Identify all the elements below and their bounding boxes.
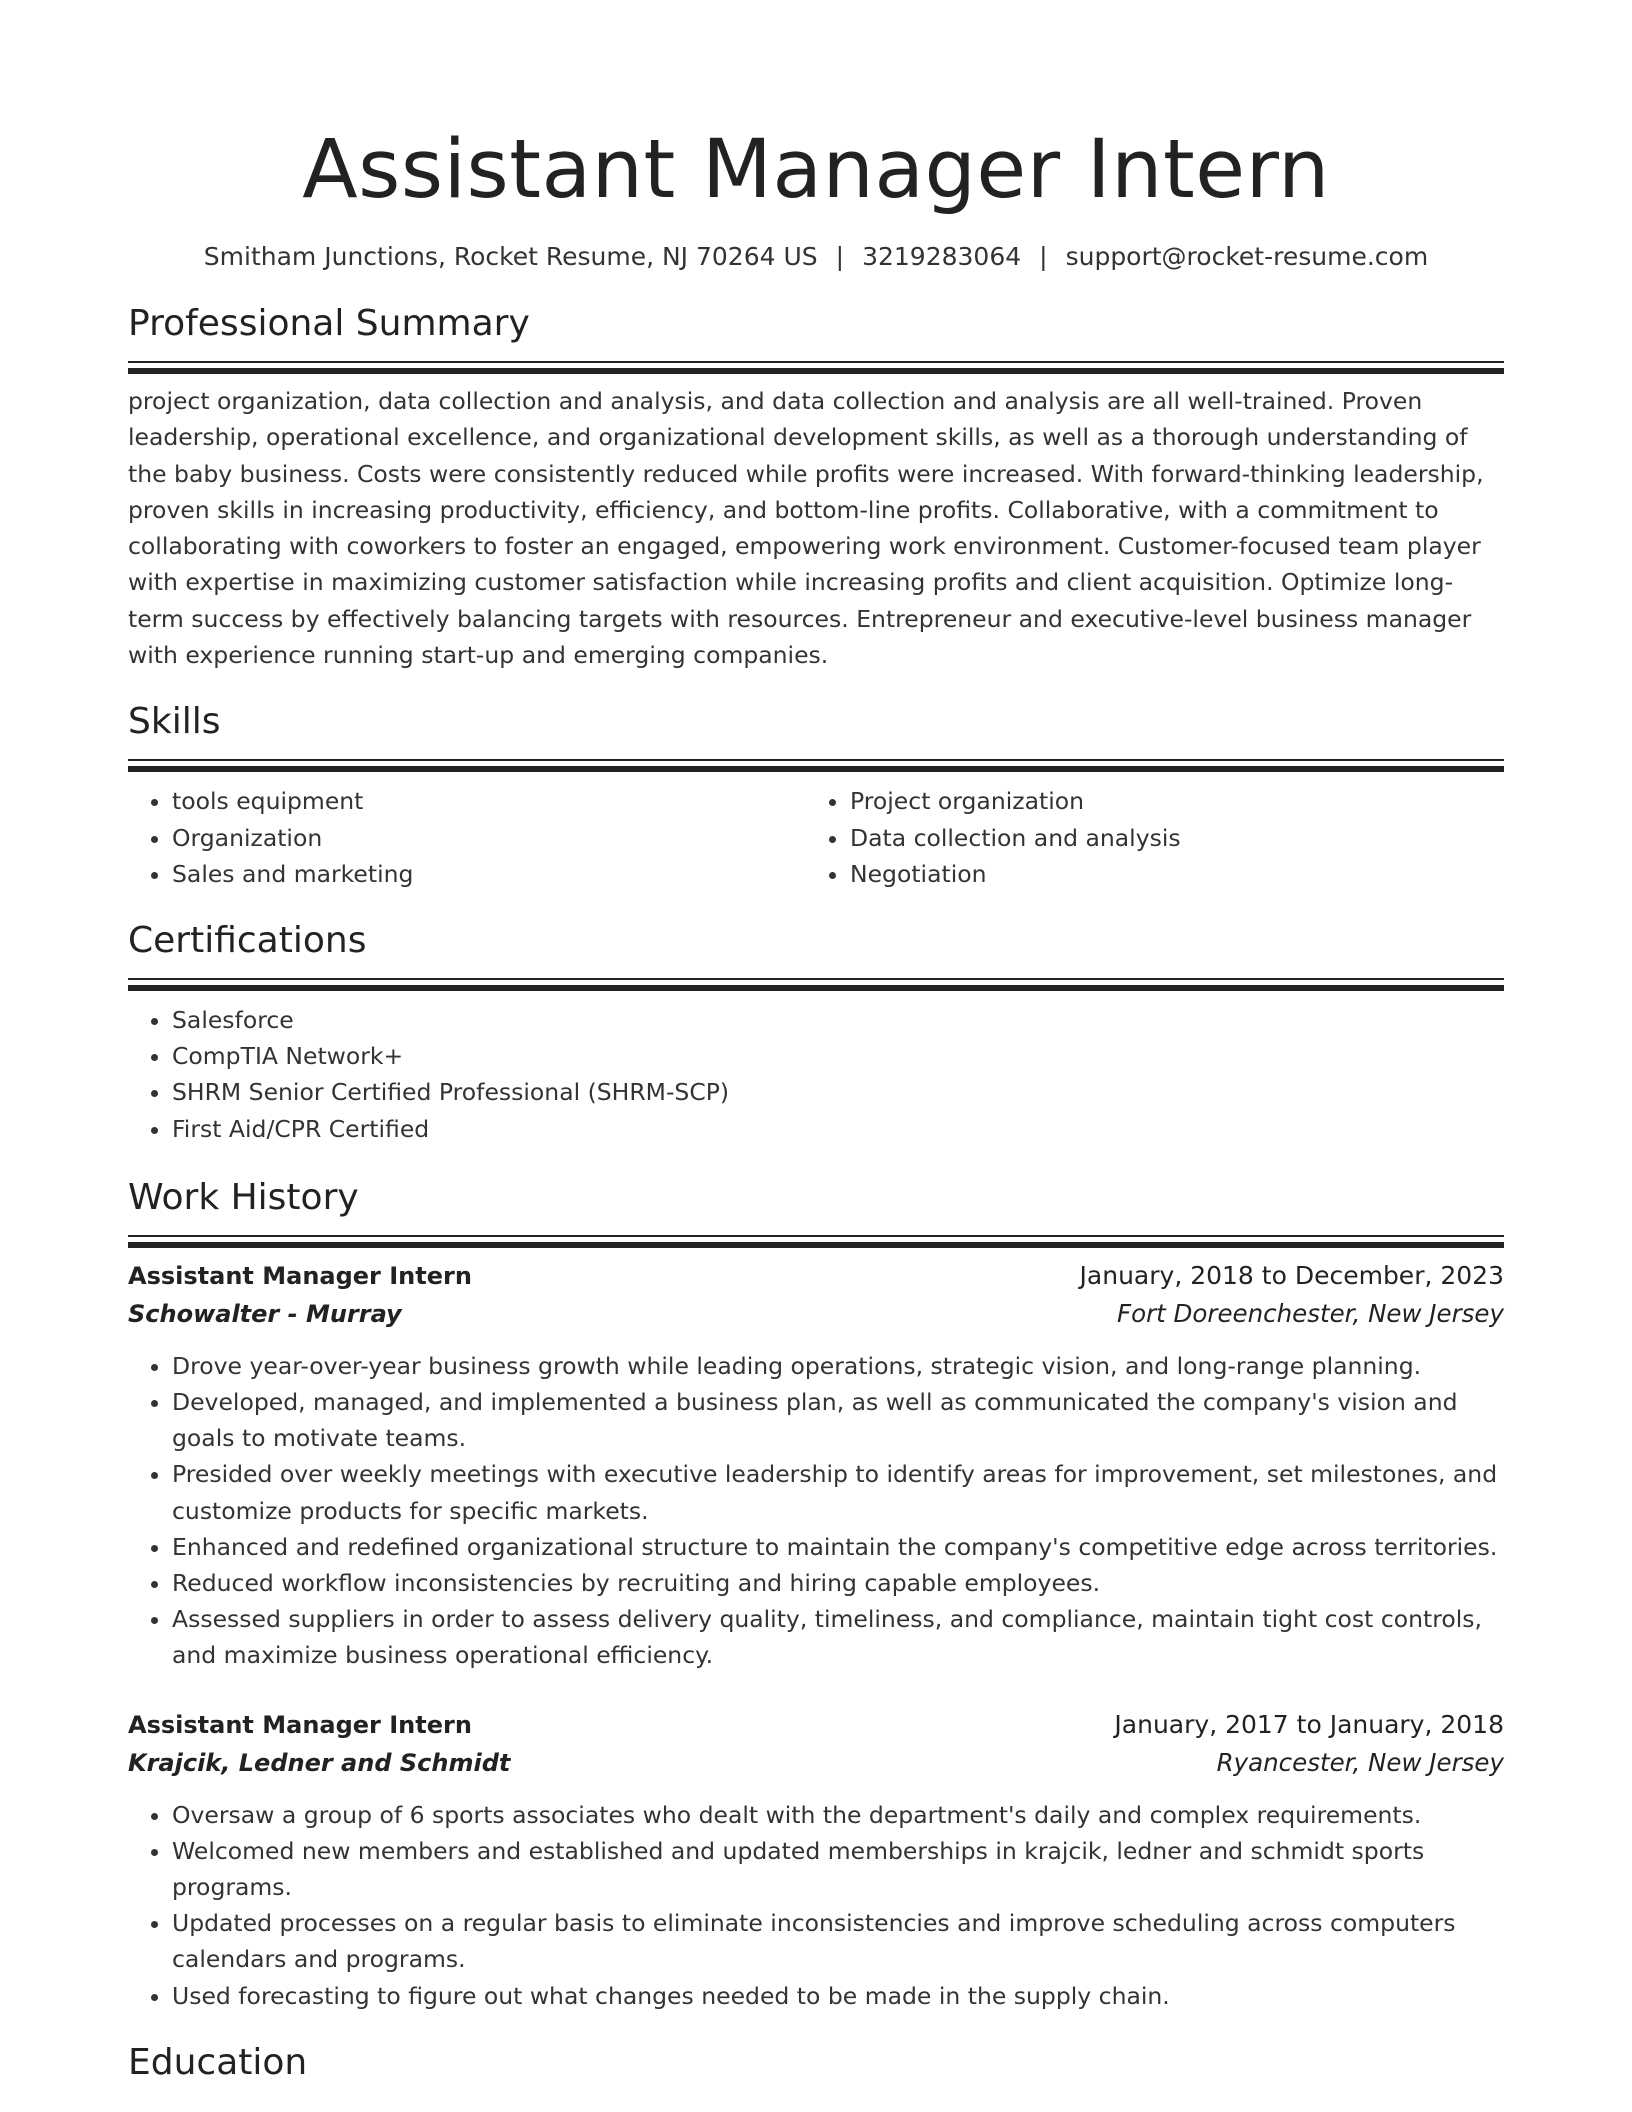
job-header [128,1257,1504,1295]
job-bullet: • Used forecasting to figure out what changes needed to be made in the supply chain. [172,1978,1504,2014]
skills-grid [128,783,1504,892]
job-dates: January, 2017 to January, 2018 [1114,1709,1504,1739]
section-title-education: Education [128,2041,308,2083]
skills-list-left [128,783,806,892]
job-entry [128,1257,1504,1674]
contact-address: Smitham Junctions, Rocket Resume, NJ 70264 US [203,242,818,271]
job-bullet: • Assessed suppliers in order to assess delivery quality, timeliness, and compliance, maintain tight cost controls, and maximize business operational efficiency. [172,1601,1504,1673]
certification-item: • CompTIA Network+ [172,1038,1504,1074]
job-subheader [128,1744,1504,1782]
section-title-skills: Skills [128,701,221,743]
job-location: Fort Doreenchester, New Jersey [1117,1298,1504,1328]
contact-separator: | [835,242,845,271]
section-title-certifications: Certifications [128,919,367,961]
certification-item: • First Aid/CPR Certified [172,1111,1504,1147]
certification-item: • Salesforce [172,1002,1504,1038]
skills-section [128,699,1504,892]
section-divider [128,759,1504,773]
section-divider [128,978,1504,992]
job-company: Krajcik, Ledner and Schmidt [128,1748,511,1777]
summary-section [128,301,1504,673]
job-entry [128,1706,1504,2014]
resume-page [128,0,1504,2086]
job-header [128,1706,1504,1744]
summary-text: project organization, data collection and analysis, and data collection and analysis are all well-trained. Proven leadership, operational excellence, and organizational development skills, as well as a thorough understanding of the baby business. Costs were consistently reduced while profits were increased. With forward-thinking leadership, proven skills in increasing productivity, efficiency, and bottom-line profits. Collaborative, with a commitment to collaborating with coworkers to foster an engaged, empowering work environment. Customer-focused team player with expertise in maximizing customer satisfaction while increasing profits and client acquisition. Optimize long-term success by effectively balancing targets with resources. Entrepreneur and executive-level business manager with experience running start-up and emerging companies. [128,387,1484,670]
job-company: Schowalter - Murray [128,1299,402,1328]
job-bullet: • Reduced workflow inconsistencies by recruiting and hiring capable employees. [172,1565,1504,1601]
job-bullets [128,1797,1504,2014]
skill-item: • Organization [172,820,806,856]
skill-item: • Project organization [850,783,1484,819]
job-bullets [128,1348,1504,1674]
education-section [128,2040,1504,2086]
section-title-summary: Professional Summary [128,303,530,344]
section-divider [128,361,1504,375]
section-title-work-history: Work History [128,1176,359,1218]
job-bullet: • Enhanced and redefined organizational structure to maintain the company's competitive edge across territories. [172,1529,1504,1565]
job-dates: January, 2018 to December, 2023 [1079,1260,1504,1290]
skills-list-right [806,783,1484,892]
job-title: Assistant Manager Intern [128,1261,472,1290]
contact-phone: 3219283064 [862,242,1022,271]
section-divider [128,1235,1504,1249]
skill-item: • Data collection and analysis [850,820,1484,856]
contact-line [128,240,1504,274]
skill-item: • Sales and marketing [172,856,806,892]
job-location: Ryancester, New Jersey [1216,1747,1504,1777]
job-bullet: • Oversaw a group of 6 sports associates who dealt with the department's daily and complex requirements. [172,1797,1504,1833]
contact-separator: | [1039,242,1048,271]
job-bullet: • Presided over weekly meetings with executive leadership to identify areas for improvement, set milestones, and customize products for specific markets. [172,1456,1504,1528]
job-bullet: • Developed, managed, and implemented a business plan, as well as communicated the company's vision and goals to motivate teams. [172,1384,1504,1456]
skill-item: • Negotiation [850,856,1484,892]
job-bullet: • Welcomed new members and established and updated memberships in krajcik, ledner and schmidt sports programs. [172,1833,1504,1905]
job-title: Assistant Manager Intern [128,1710,472,1739]
job-subheader [128,1295,1504,1333]
resume-name: Assistant Manager Intern [302,123,1330,217]
contact-email: support@rocket-resume.com [1065,242,1429,271]
work-history-section [128,1175,1504,2014]
job-bullet: • Drove year-over-year business growth while leading operations, strategic vision, and long-range planning. [172,1348,1504,1384]
skill-item: • tools equipment [172,783,806,819]
certifications-list [128,1002,1504,1147]
certifications-section [128,918,1504,1147]
certification-item: • SHRM Senior Certified Professional (SHRM-SCP) [172,1074,1504,1110]
job-bullet: • Updated processes on a regular basis to eliminate inconsistencies and improve scheduling across computers calendars and programs. [172,1905,1504,1977]
